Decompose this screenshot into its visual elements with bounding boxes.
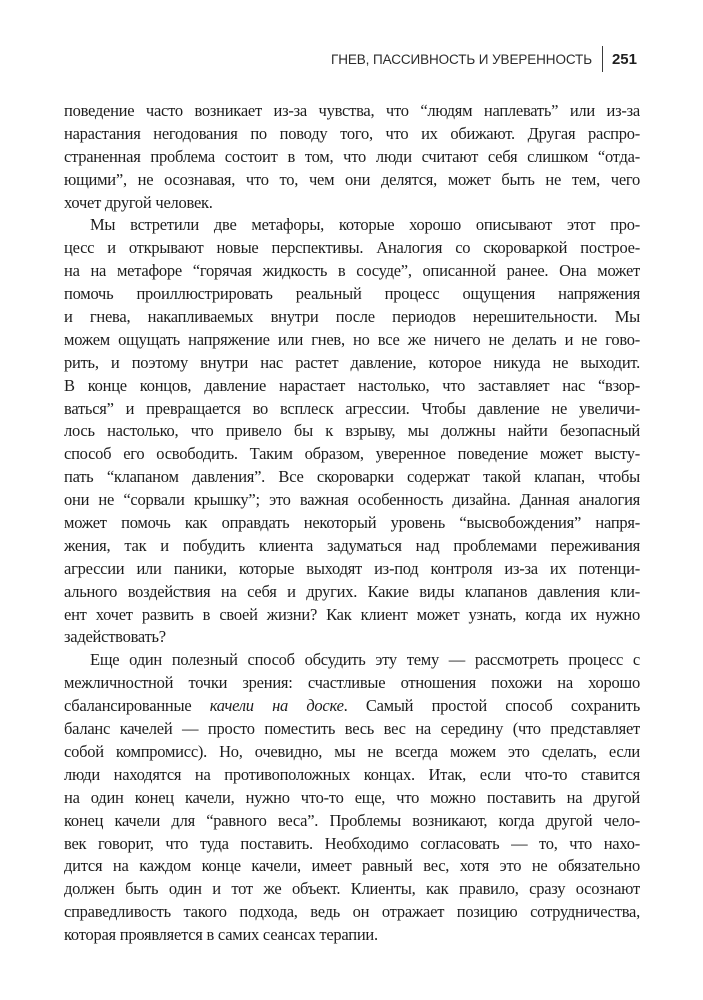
text-line: страненная проблема состоит в том, что люди считают себя слишком “отда- (64, 146, 640, 166)
text-line: Мы встретили две метафоры, которые хорошо описывают этот про- (90, 215, 640, 235)
text-line: собой компромисс). Но, очевидно, мы не всегда можем это сделать, если (64, 741, 640, 761)
text-line: которая проявляется в самих сеансах терапии. (64, 925, 378, 945)
text-line: поведение часто возникает из-за чувства, что “людям наплевать” или из-за (64, 101, 640, 120)
text-line: В конце концов, давление нарастает настолько, что заставляет нас “взор- (64, 375, 640, 395)
text-line: люди находятся на противоположных концах. Итак, если что-то ставится (64, 764, 640, 784)
paragraph (64, 100, 640, 214)
text-line: дится на каждом конце качели, имеет равный вес, хотя это не обязательно (64, 856, 640, 876)
text-line: нарастания негодования по поводу того, что их обижают. Другая распро- (64, 123, 640, 143)
text-line: ального воздействия на себя и других. Какие виды клапанов давления кли- (64, 581, 640, 601)
text-line: задействовать? (64, 627, 166, 647)
text-line: и гнева, накапливаемых внутри после периодов нерешительности. Мы (64, 307, 640, 327)
chapter-title: ГНЕВ, ПАССИВНОСТЬ И УВЕРЕННОСТЬ (331, 51, 592, 67)
text-line: может помочь как оправдать некоторый уровень “высвобождения” напря- (64, 513, 640, 533)
text-line: Еще один полезный способ обсудить эту тему — рассмотреть процесс с (90, 650, 640, 670)
paragraph (64, 214, 640, 649)
text-line: баланс качелей — просто поместить весь вес на середину (что представляет (64, 719, 640, 739)
text-line: способ его освободить. Таким образом, уверенное поведение может высту- (64, 444, 640, 464)
header-divider (602, 46, 603, 72)
text-line: на на метафоре “горячая жидкость в сосуде”, описанной ранее. Она может (64, 261, 640, 281)
text-line: помочь проиллюстрировать реальный процесс ощущения напряжения (64, 284, 640, 304)
text-line: они не “сорвали крышку”; это важная особенность дизайна. Данная аналогия (64, 490, 640, 510)
text-span: сбалансированные (64, 696, 210, 716)
body-text (64, 100, 640, 947)
paragraph (64, 649, 640, 947)
text-line: жения, так и побудить клиента задуматься над проблемами переживания (64, 535, 640, 555)
text-line: хочет другой человек. (64, 192, 213, 212)
text-line: можем ощущать напряжение или гнев, но все же ничего не делать и не гово- (64, 329, 640, 349)
text-line: ваться” и превращается во всплеск агрессии. Чтобы давление не увеличи- (64, 398, 640, 418)
italic-term: качели на доске (209, 696, 344, 716)
text-line: конец качели для “равного веса”. Проблемы возникают, когда другой чело- (64, 810, 640, 830)
page-number: 251 (611, 50, 637, 68)
running-header (331, 44, 637, 74)
text-line: рить, и поэтому внутри нас растет давление, которое никуда не выходит. (64, 352, 640, 372)
text-line: агрессии или паники, которые выходят из-под контроля из-за их потенци- (64, 558, 640, 578)
text-line: лось настолько, что привело бы к взрыву, мы должны найти безопасный (64, 421, 640, 441)
text-line: пать “клапаном давления”. Все скороварки содержат такой клапан, чтобы (64, 467, 640, 487)
text-line (64, 695, 640, 718)
text-line: цесс и открывают новые перспективы. Аналогия со скороваркой построе- (64, 238, 640, 258)
text-line: век говорит, что туда поставить. Необходимо согласовать — то, что нахо- (64, 833, 640, 853)
text-line: на один конец качели, нужно что-то еще, что можно поставить на другой (64, 787, 640, 807)
text-line: ющими”, не осознавая, что то, чем они делятся, может быть не тем, чего (64, 169, 640, 189)
text-span: . Самый простой способ сохранить (343, 696, 640, 716)
text-line: межличностной точки зрения: счастливые отношения похожи на хорошо (64, 673, 640, 693)
text-line: ент хочет развить в своей жизни? Как клиент может узнать, когда их нужно (64, 604, 640, 624)
text-line: справедливость такого подхода, ведь он отражает позицию сотрудничества, (64, 902, 640, 922)
text-line: должен быть один и тот же объект. Клиенты, как правило, сразу осознают (64, 879, 640, 899)
